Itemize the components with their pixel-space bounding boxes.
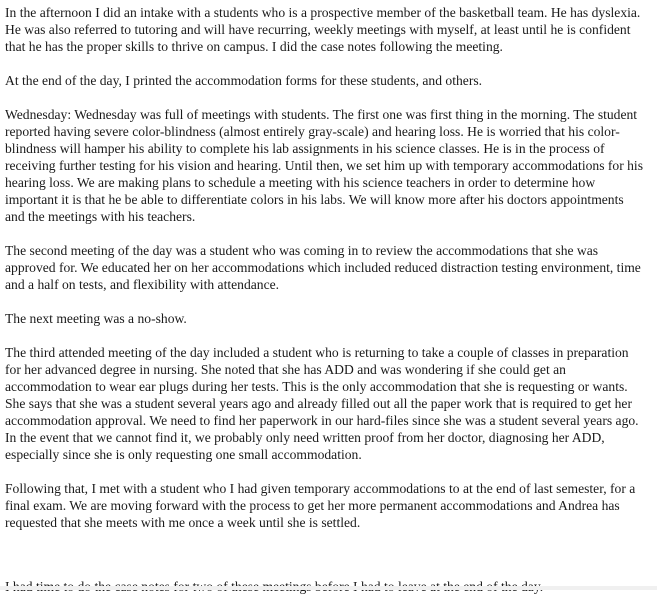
paragraph-accommodation-forms: At the end of the day, I printed the accommodation forms for these students, and others. xyxy=(5,73,483,88)
paragraph-intake: In the afternoon I did an intake with a students who is a prospective member of the basketball team. He has dyslexia. He was also referred to tutoring and will have recurring, weekly meetings with myself, at least until he is confident that he has the proper skills to thrive on campus. I did the case notes following the meeting. xyxy=(5,5,641,54)
paragraph-following: Following that, I met with a student who I had given temporary accommodations to at the end of last semester, for a final exam. We are moving forward with the process to get her more permanent accommodations and Andrea has requested that she meets with me once a week until she is settled. xyxy=(5,481,636,530)
paragraph-no-show: The next meeting was a no-show. xyxy=(5,311,187,326)
horizontal-scrollbar[interactable] xyxy=(0,586,657,590)
document-body xyxy=(5,4,645,548)
paragraph-wednesday: Wednesday: Wednesday was full of meetings with students. The first one was first thing in the morning. The student reported having severe color-blindness (almost entirely gray-scale) and hearing loss. He is worried that his color-blindness will hamper his ability to complete his lab assignments in his science classes. He is in the process of receiving further testing for his vision and hearing. Until then, we set him up with temporary accommodations for his hearing loss. We are making plans to schedule a meeting with his science teachers in order to determine how important it is that he be able to differentiate colors in his labs. We will know more after his doctors appointments and the meetings with his teachers. xyxy=(5,107,644,224)
paragraph-second-meeting: The second meeting of the day was a student who was coming in to review the accommodations that she was approved for. We educated her on her accommodations which included reduced distraction testing environment, time and a half on tests, and flexibility with attendance. xyxy=(5,243,641,292)
paragraph-third-meeting: The third attended meeting of the day included a student who is returning to take a couple of classes in preparation for her advanced degree in nursing. She noted that she has ADD and was wondering if she could get an accommodation to wear ear plugs during her tests. This is the only accommodation that she is requesting or wants. She says that she was a student several years ago and already filled out all the paper work that is required to get her accommodation approval. We need to find her paperwork in our hard-files since she was a student several years ago. In the event that we cannot find it, we probably only need written proof from her doctor, diagnosing her ADD, especially since she is only requesting one small accommodation. xyxy=(5,345,639,462)
